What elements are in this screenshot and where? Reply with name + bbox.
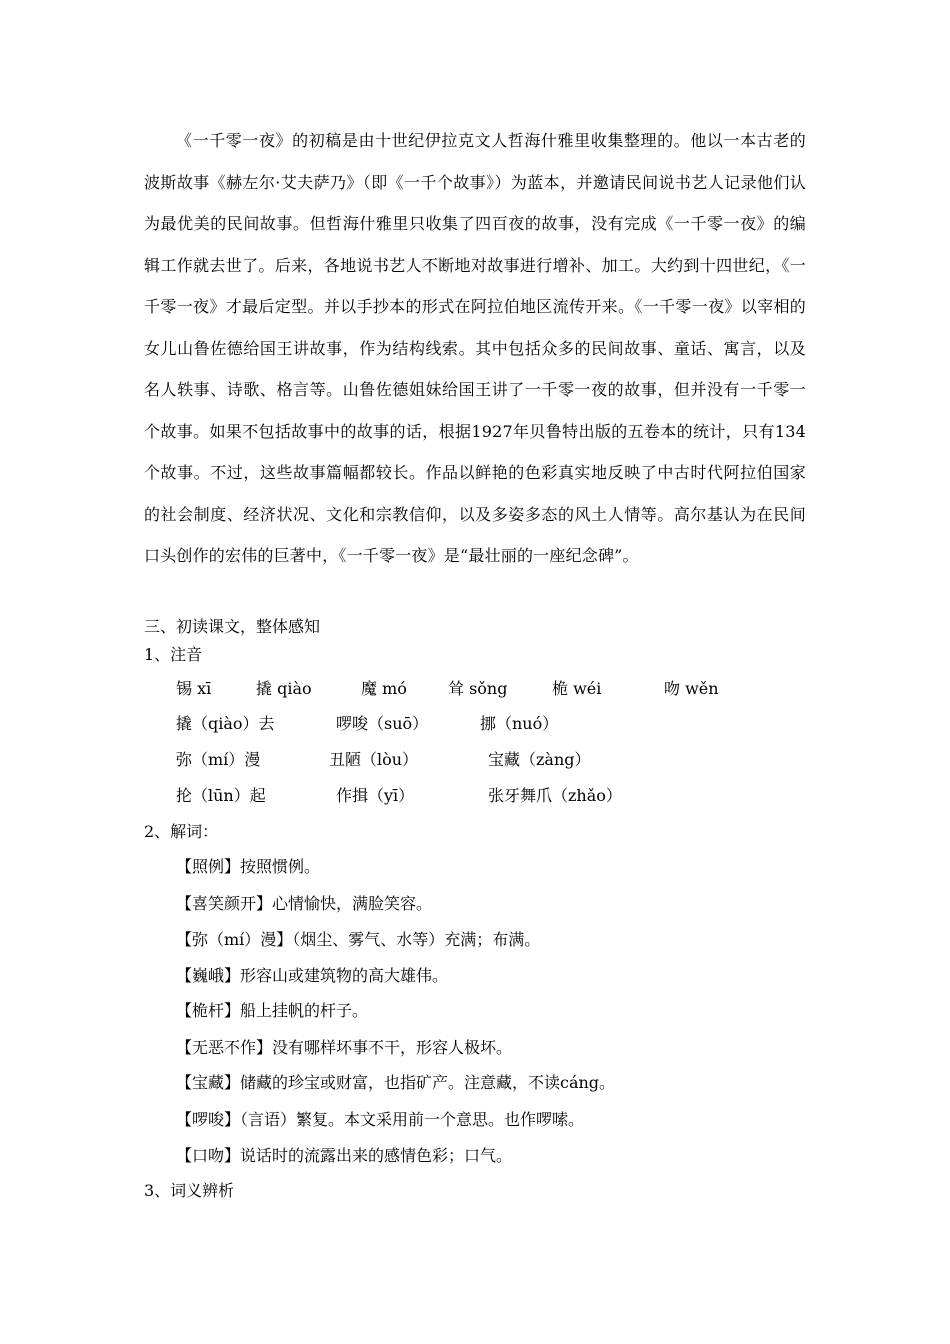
definition-item: 【弥（mí）漫】（烟尘、雾气、水等）充满；布满。 xyxy=(176,930,541,949)
subsection-word-analysis-heading: 3、词义辨析 xyxy=(144,1181,235,1200)
pinyin-item: 吻 wěn xyxy=(664,679,719,698)
pinyin-item: 撬（qiào）去 xyxy=(176,714,275,733)
definition-item: 【桅杆】船上挂帆的杆子。 xyxy=(176,1001,369,1020)
pinyin-item: 抡（lūn）起 xyxy=(176,786,266,805)
definition-item: 【照例】按照惯例。 xyxy=(176,857,321,876)
intro-paragraph: 《一千零一夜》的初稿是由十世纪伊拉克文人哲海什雅里收集整理的。他以一本古老的波斯故事《赫左尔·艾夫萨乃》（即《一千个故事》）为蓝本，并邀请民间说书艺人记录他们认为最优美的民间故事。但哲海什雅里只收集了四百夜的故事，没有完成《一千零一夜》的编辑工作就去世了。后来，各地说书艺人不断地对故事进行增补、加工。大约到十四世纪，《一千零一夜》才最后定型。并以手抄本的形式在阿拉伯地区流传开来。《一千零一夜》以宰相的女儿山鲁佐德给国王讲故事，作为结构线索。其中包括众多的民间故事、童话、寓言，以及名人轶事、诗歌、格言等。山鲁佐德姐妹给国王讲了一千零一夜的故事，但并没有一千零一个故事。如果不包括故事中的故事的话，根据1927年贝鲁特出版的五卷本的统计，只有134个故事。不过，这些故事篇幅都较长。作品以鲜艳的色彩真实地反映了中古时代阿拉伯国家的社会制度、经济状况、文化和宗教信仰，以及多姿多态的风土人情等。高尔基认为在民间口头创作的宏伟的巨著中，《一千零一夜》是“最壮丽的一座纪念碑”。 xyxy=(144,131,806,565)
pinyin-item: 弥（mí）漫 xyxy=(176,750,261,769)
pinyin-item: 啰唆（suō） xyxy=(336,714,429,733)
pinyin-item: 张牙舞爪（zhǎo） xyxy=(488,786,622,805)
pinyin-row-1 xyxy=(176,679,796,699)
definition-item: 【无恶不作】没有哪样坏事不干，形容人极坏。 xyxy=(176,1038,513,1057)
pinyin-item: 作揖（yī） xyxy=(336,786,415,805)
pinyin-item: 撬 qiào xyxy=(256,679,312,698)
subsection-pronunciation-heading: 1、注音 xyxy=(144,645,203,664)
pinyin-row-4 xyxy=(176,786,796,806)
pinyin-item: 挪（nuó） xyxy=(480,714,559,733)
pinyin-item: 丑陋（lòu） xyxy=(329,750,419,769)
pinyin-item: 锡 xī xyxy=(176,679,212,698)
pinyin-item: 桅 wéi xyxy=(552,679,602,698)
definition-item: 【啰唆】（言语）繁复。本文采用前一个意思。也作啰嗦。 xyxy=(176,1110,585,1129)
pinyin-item: 耸 sǒng xyxy=(448,679,508,698)
pinyin-row-3 xyxy=(176,750,796,770)
pinyin-item: 宝藏（zàng） xyxy=(488,750,591,769)
definition-item: 【宝藏】储藏的珍宝或财富，也指矿产。注意藏，不读cáng。 xyxy=(176,1073,616,1092)
section-3-heading: 三、初读课文，整体感知 xyxy=(144,617,321,636)
pinyin-item: 魔 mó xyxy=(361,679,407,698)
definition-item: 【巍峨】形容山或建筑物的高大雄伟。 xyxy=(176,966,449,985)
pinyin-row-2 xyxy=(176,714,796,734)
definition-item: 【口吻】说话时的流露出来的感情色彩；口气。 xyxy=(176,1146,513,1165)
definition-item: 【喜笑颜开】心情愉快，满脸笑容。 xyxy=(176,894,433,913)
subsection-definitions-heading: 2、解词： xyxy=(144,822,219,841)
